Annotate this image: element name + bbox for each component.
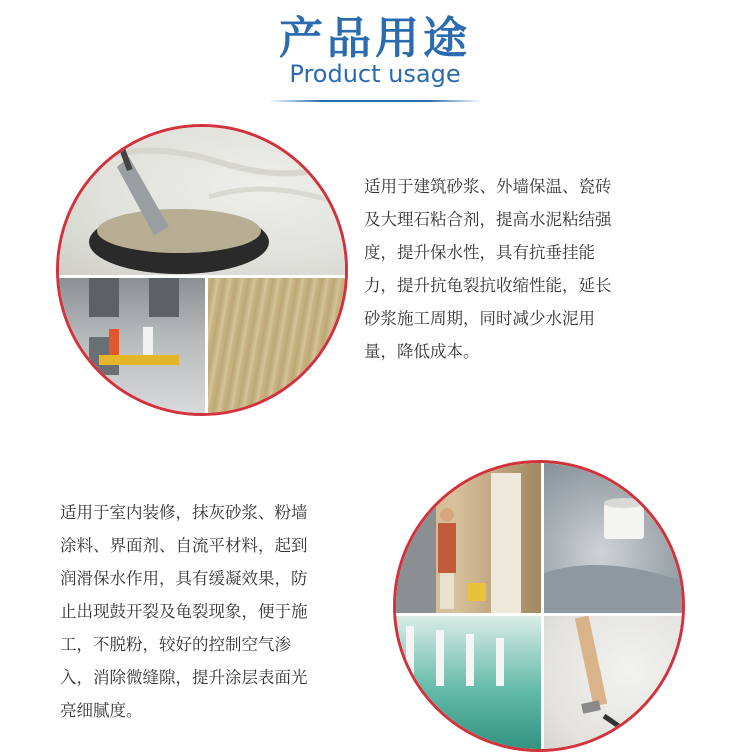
photo-interior-painter	[396, 463, 541, 613]
title-underline	[268, 100, 482, 102]
page-title: 产品用途	[279, 13, 471, 64]
photo-epoxy-floor	[396, 616, 541, 752]
collage-divider	[205, 277, 208, 416]
description-line: 涂料、界面剂、自流平材料，起到	[60, 536, 308, 555]
description-line: 砂浆施工周期，同时减少水泥用	[364, 309, 595, 328]
usage-photo-collage-1	[56, 124, 348, 416]
description-line: 量，降低成本。	[364, 342, 480, 361]
description-line: 润滑保水作用，具有缓凝效果，防	[60, 569, 308, 588]
photo-facade-workers	[59, 277, 205, 416]
usage-description-1	[364, 170, 694, 368]
description-line: 亮细腻度。	[60, 701, 143, 720]
photo-bucket-floor	[544, 463, 685, 613]
description-line: 入，消除微缝隙，提升涂层表面光	[60, 668, 308, 687]
description-line: 工，不脱粉，较好的控制空气渗	[60, 635, 291, 654]
description-line: 止出现鼓开裂及龟裂现象，便于施	[60, 602, 308, 621]
description-line: 及大理石粘合剂，提高水泥粘结强	[364, 210, 612, 229]
page-subtitle: Product usage	[289, 60, 461, 88]
description-line: 适用于建筑砂浆、外墙保温、瓷砖	[364, 177, 612, 196]
usage-photo-collage-2	[393, 460, 685, 752]
usage-description-2	[60, 496, 386, 727]
collage-divider	[541, 463, 544, 752]
photo-trowel-wall	[544, 616, 685, 752]
photo-plaster-wall	[207, 277, 348, 416]
description-line: 适用于室内装修，抹灰砂浆、粉墙	[60, 503, 308, 522]
description-line: 力，提升抗龟裂抗收缩性能，延长	[364, 276, 612, 295]
collage-divider	[59, 275, 348, 278]
photo-trowel-mortar	[59, 127, 348, 277]
description-line: 度，提升保水性，具有抗垂挂能	[364, 243, 595, 262]
